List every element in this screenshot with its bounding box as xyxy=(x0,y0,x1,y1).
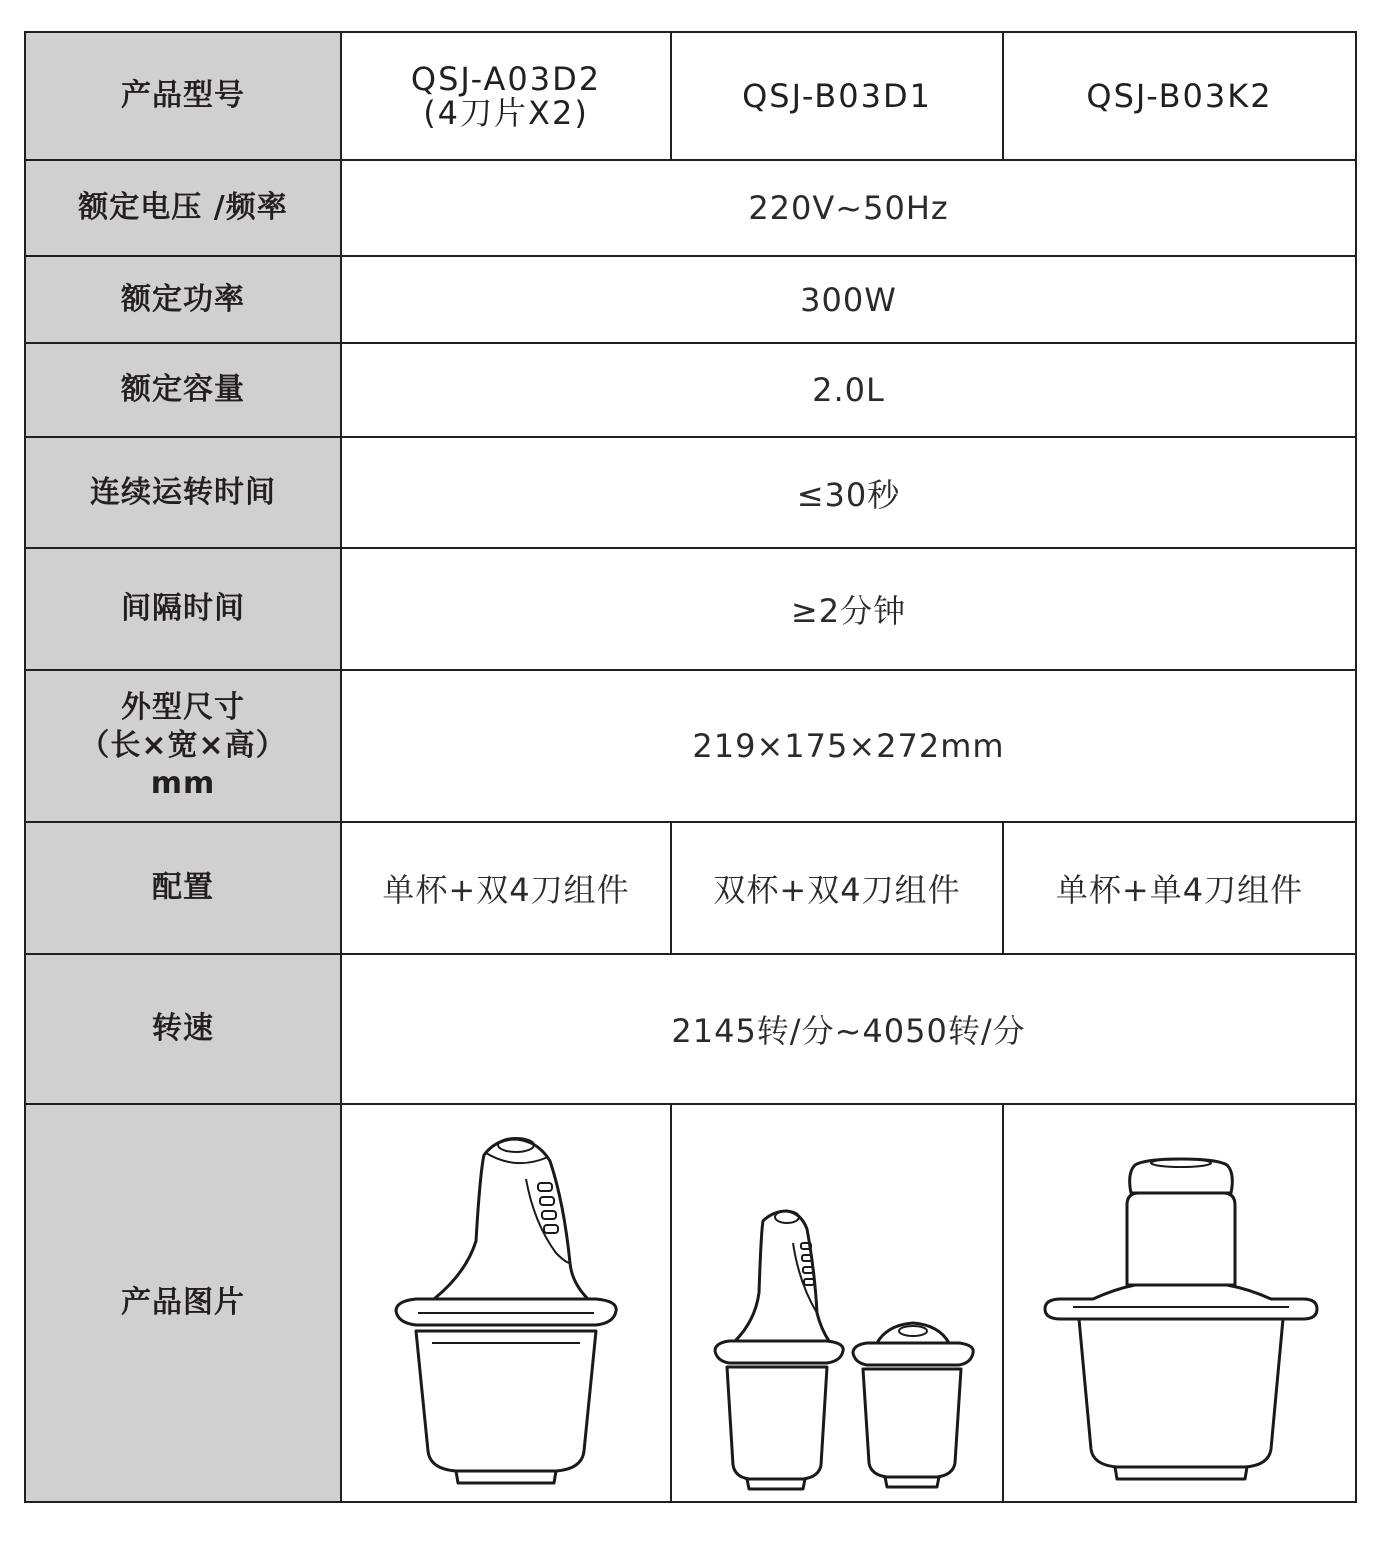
value-power: 300W xyxy=(341,256,1356,343)
table-row-dimensions xyxy=(25,670,1356,822)
double-bowl-chopper-icon xyxy=(677,1113,997,1493)
single-bowl-chopper-icon xyxy=(356,1113,656,1493)
label-model: 产品型号 xyxy=(25,32,341,160)
table-row-capacity xyxy=(25,343,1356,437)
table-row-config xyxy=(25,822,1356,954)
table-row-interval xyxy=(25,548,1356,670)
label-config: 配置 xyxy=(25,822,341,954)
value-model-2: QSJ-B03D1 xyxy=(671,32,1003,160)
label-voltage: 额定电压 /频率 xyxy=(25,160,341,256)
value-dimensions: 219×175×272mm xyxy=(341,670,1356,822)
image-cell-1 xyxy=(341,1104,671,1502)
value-capacity: 2.0L xyxy=(341,343,1356,437)
label-capacity: 额定容量 xyxy=(25,343,341,437)
model-1-note: (4刀片X2) xyxy=(423,94,589,132)
value-voltage: 220V~50Hz xyxy=(341,160,1356,256)
value-model-3: QSJ-B03K2 xyxy=(1003,32,1356,160)
label-dimensions-line2: （长×宽×高） xyxy=(79,728,287,763)
table-row-images xyxy=(25,1104,1356,1502)
image-cell-3 xyxy=(1003,1104,1356,1502)
label-run-time: 连续运转时间 xyxy=(25,437,341,548)
steel-bowl-chopper-icon xyxy=(1015,1113,1345,1493)
value-run-time: ≤30秒 xyxy=(341,437,1356,548)
value-model-1 xyxy=(341,32,671,160)
value-speed: 2145转/分~4050转/分 xyxy=(341,954,1356,1104)
spec-table xyxy=(24,31,1357,1503)
value-interval: ≥2分钟 xyxy=(341,548,1356,670)
image-cell-2 xyxy=(671,1104,1003,1502)
label-dimensions-line3: mm xyxy=(150,766,216,801)
label-images: 产品图片 xyxy=(25,1104,341,1502)
label-dimensions-line1: 外型尺寸 xyxy=(121,690,245,725)
value-config-3: 单杯+单4刀组件 xyxy=(1003,822,1356,954)
label-power: 额定功率 xyxy=(25,256,341,343)
table-row-power xyxy=(25,256,1356,343)
label-interval: 间隔时间 xyxy=(25,548,341,670)
table-row-voltage xyxy=(25,160,1356,256)
model-1-name: QSJ-A03D2 xyxy=(410,60,602,98)
value-config-2: 双杯+双4刀组件 xyxy=(671,822,1003,954)
label-dimensions xyxy=(25,670,341,822)
table-row-speed xyxy=(25,954,1356,1104)
table-row-model xyxy=(25,32,1356,160)
table-row-run-time xyxy=(25,437,1356,548)
value-config-1: 单杯+双4刀组件 xyxy=(341,822,671,954)
label-speed: 转速 xyxy=(25,954,341,1104)
